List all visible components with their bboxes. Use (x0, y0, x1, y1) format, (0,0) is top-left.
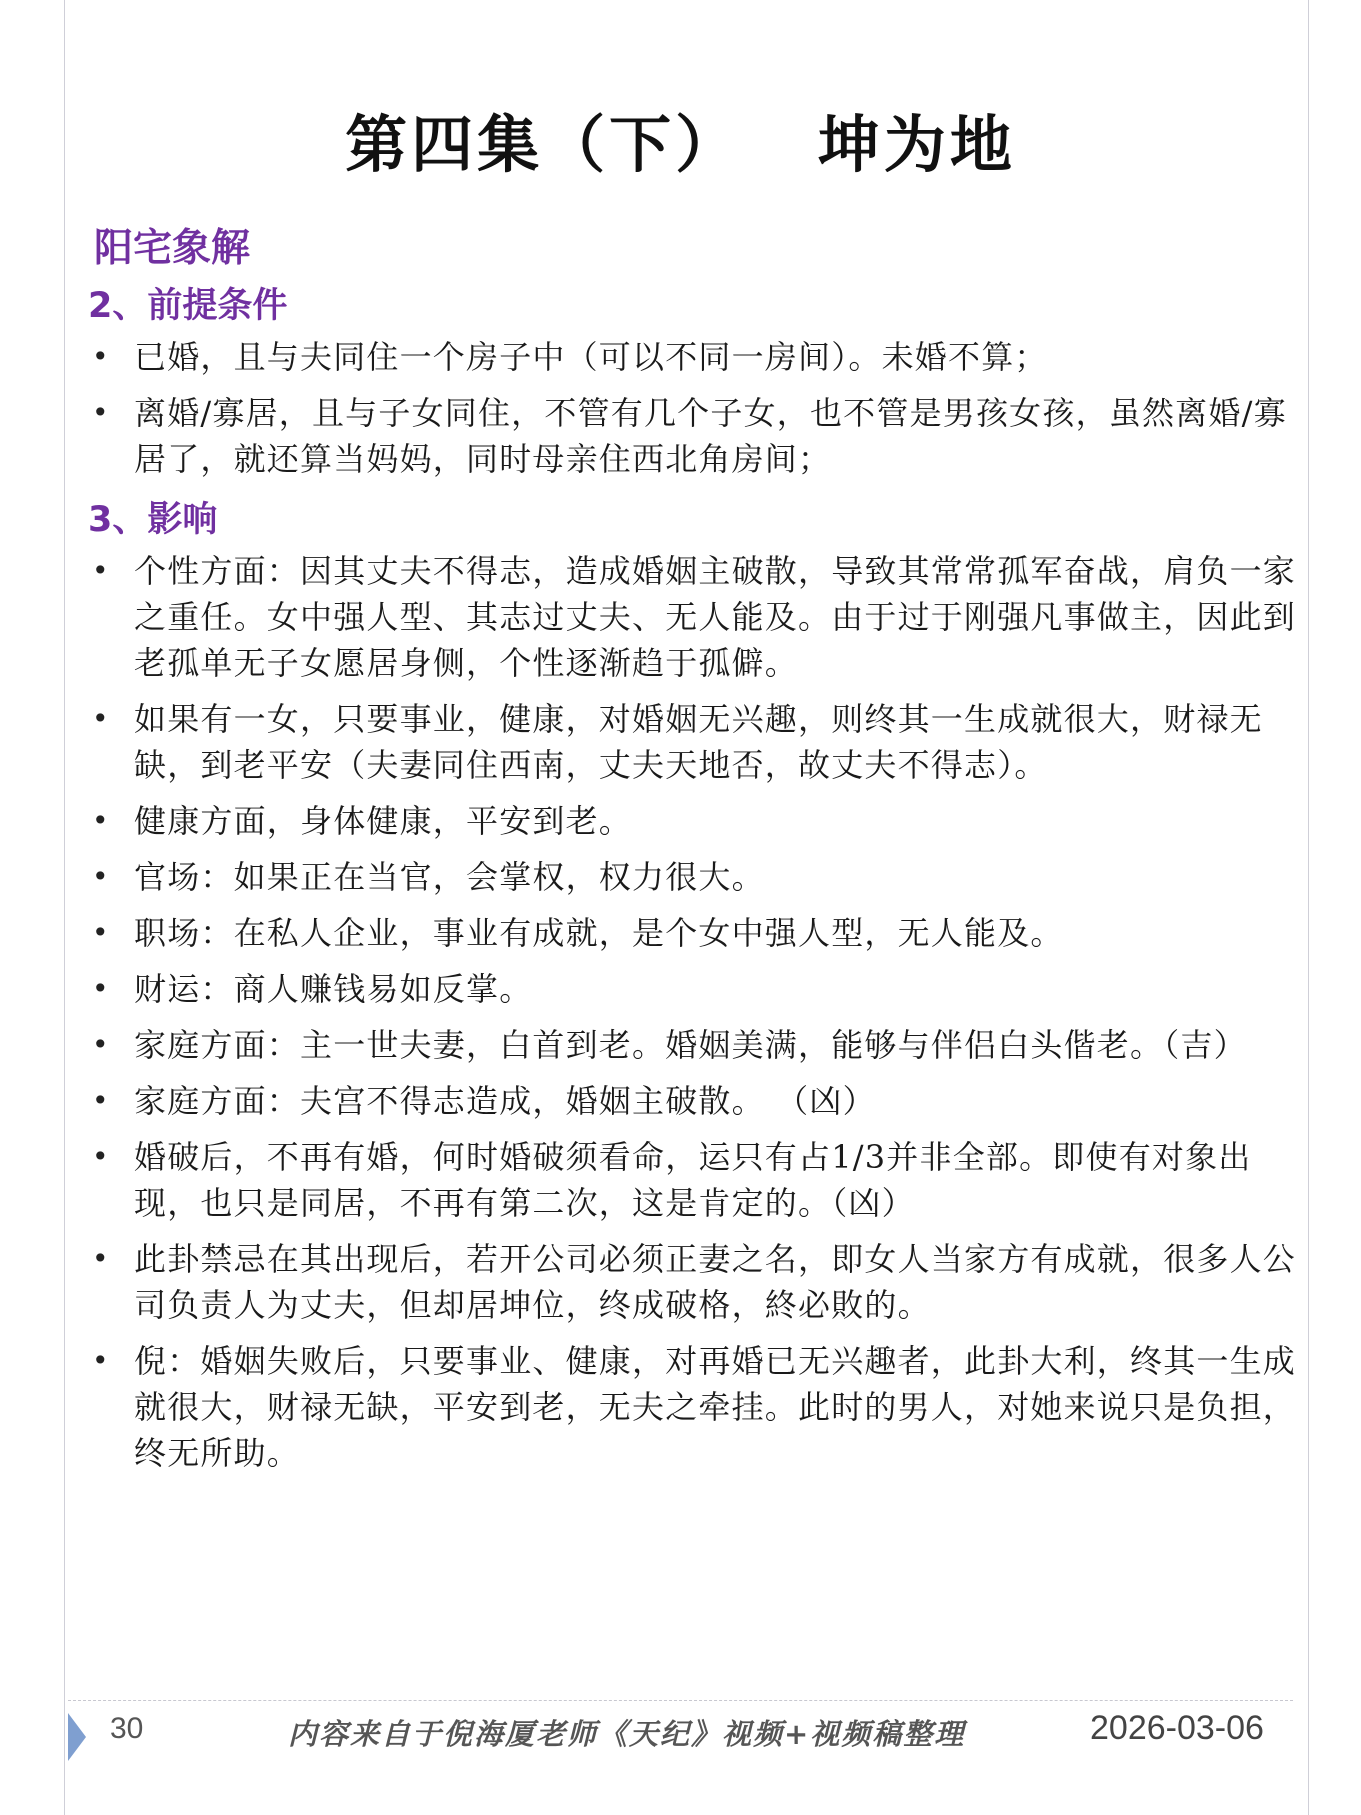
bullet-icon: • (92, 702, 110, 735)
section-heading: 阳宅象解 (94, 226, 251, 271)
conditions-list (88, 334, 1313, 482)
page-number: 30 (110, 1712, 144, 1745)
list-item: • 已婚，且与夫同住一个房子中（可以不同一房间）。未婚不算； (88, 334, 1313, 380)
bullet-icon: • (92, 916, 110, 949)
list-item: • 家庭方面：主一世夫妻，白首到老。婚姻美满，能够与伴侣白头偕老。（吉） (88, 1022, 1313, 1068)
subsection-heading-conditions: 2、前提条件 (88, 286, 288, 326)
bullet-icon: • (92, 972, 110, 1005)
bullet-icon: • (92, 396, 110, 429)
effects-list (88, 548, 1313, 1476)
bullet-icon: • (92, 1028, 110, 1061)
list-item: • 个性方面：因其丈夫不得志，造成婚姻主破散，导致其常常孤军奋战，肩负一家之重任。女中强人型、其志过丈夫、无人能及。由于过于刚强凡事做主，因此到老孤单无子女愿居身侧，个性逐渐趋于孤僻。 (88, 548, 1313, 686)
list-item: • 婚破后，不再有婚，何时婚破须看命，运只有占1/3并非全部。即使有对象出现，也只是同居，不再有第二次，这是肯定的。（凶） (88, 1134, 1313, 1226)
list-item: • 职场：在私人企业，事业有成就，是个女中强人型，无人能及。 (88, 910, 1313, 956)
bullet-icon: • (92, 1084, 110, 1117)
list-item: • 健康方面，身体健康，平安到老。 (88, 798, 1313, 844)
list-item: • 倪：婚姻失败后，只要事业、健康，对再婚已无兴趣者，此卦大利，终其一生成就很大，财禄无缺，平安到老，无夫之牵挂。此时的男人，对她来说只是负担，终无所助。 (88, 1338, 1313, 1476)
list-item: • 财运：商人赚钱易如反掌。 (88, 966, 1313, 1012)
footer-source: 内容来自于倪海厦老师《天纪》视频+视频稿整理 (288, 1717, 966, 1751)
bullet-icon: • (92, 1242, 110, 1275)
bullet-icon: • (92, 1140, 110, 1173)
bullet-icon: • (92, 1344, 110, 1377)
main-content (88, 220, 1313, 1486)
list-item: • 家庭方面：夫宫不得志造成，婚姻主破散。 （凶） (88, 1078, 1313, 1124)
footer-date: 2026-03-06 (1090, 1709, 1264, 1747)
list-item: • 官场：如果正在当官，会掌权，权力很大。 (88, 854, 1313, 900)
bullet-icon: • (92, 860, 110, 893)
footer-divider (68, 1700, 1293, 1701)
bullet-icon: • (92, 340, 110, 373)
list-item: • 离婚/寡居，且与子女同住，不管有几个子女，也不管是男孩女孩，虽然离婚/寡居了，就还算当妈妈，同时母亲住西北角房间； (88, 390, 1313, 482)
list-item: • 如果有一女，只要事业，健康，对婚姻无兴趣，则终其一生成就很大，财禄无缺，到老平安（夫妻同住西南，丈夫天地否，故丈夫不得志）。 (88, 696, 1313, 788)
page-title: 第四集（下） 坤为地 (345, 108, 1016, 181)
triangle-arrow-icon (68, 1713, 86, 1761)
list-item: • 此卦禁忌在其出现后，若开公司必须正妻之名，即女人当家方有成就，很多人公司负责人为丈夫，但却居坤位，终成破格，終必敗的。 (88, 1236, 1313, 1328)
bullet-icon: • (92, 804, 110, 837)
bullet-icon: • (92, 554, 110, 587)
subsection-heading-effects: 3、影响 (88, 500, 218, 540)
